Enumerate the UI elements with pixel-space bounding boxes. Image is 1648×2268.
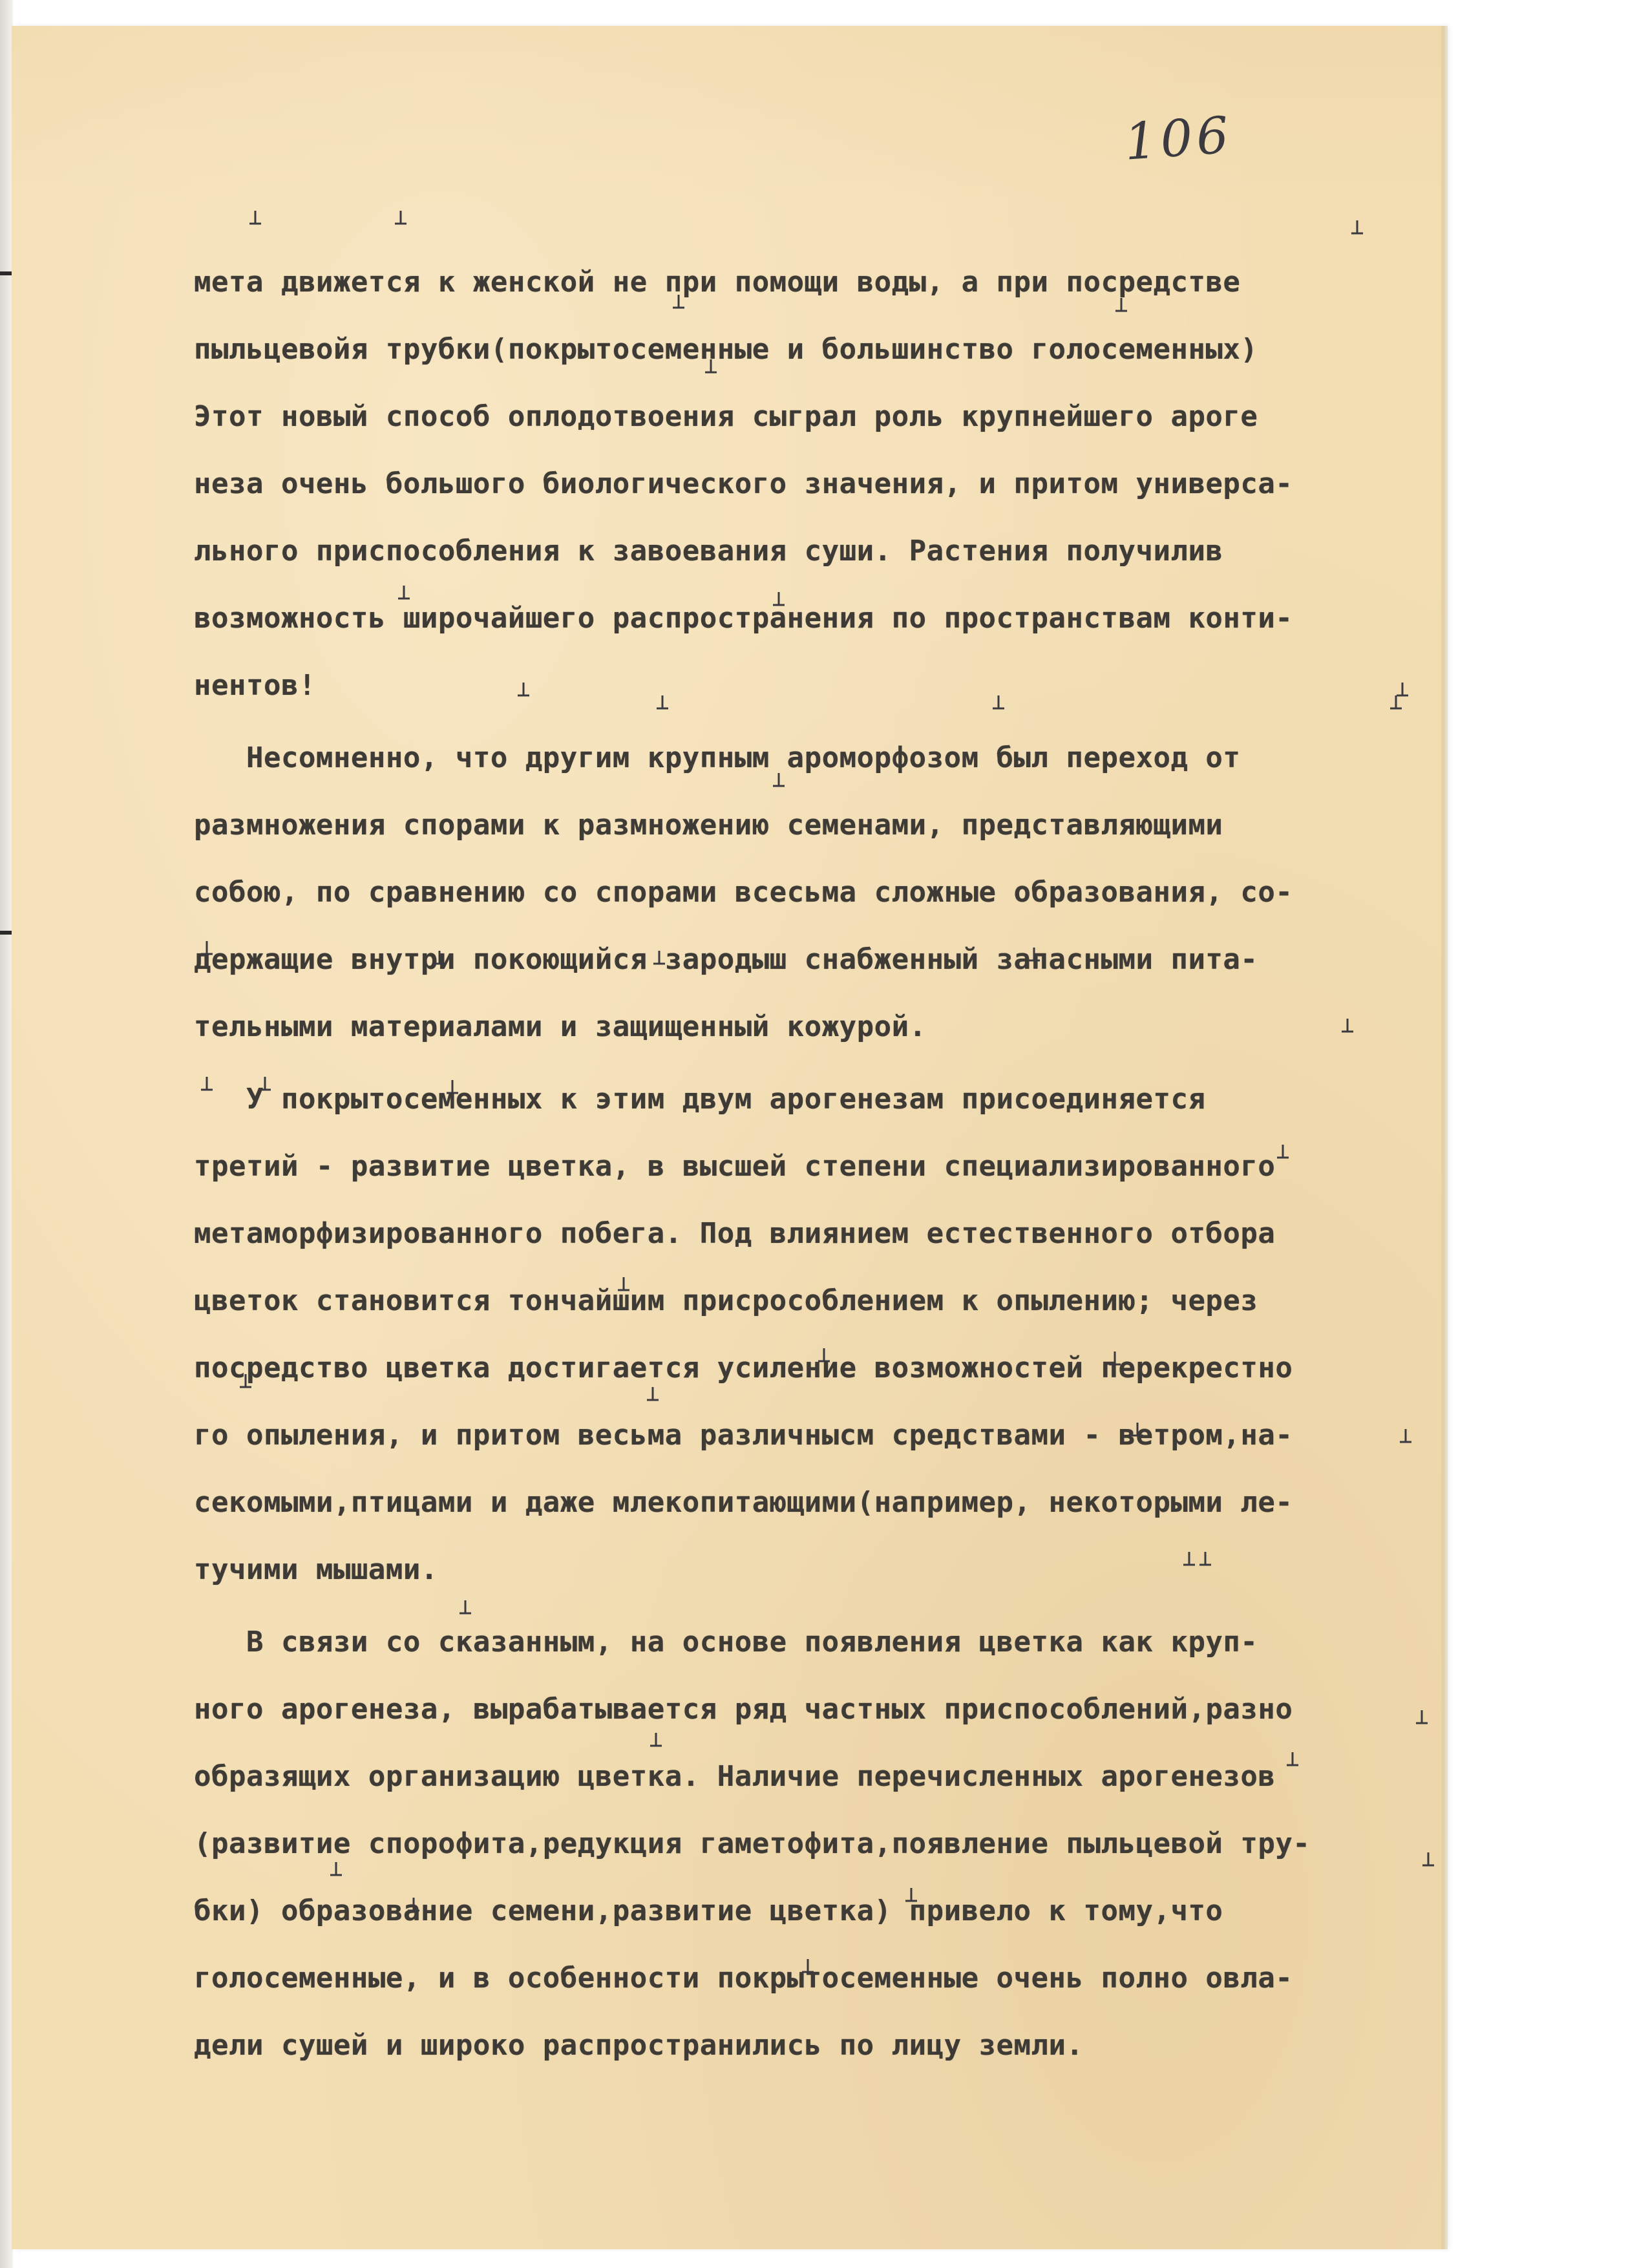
text-line: образящих организацию цветка. Наличие перечисленных арогенезов [194, 1760, 1276, 1793]
paragraph-gap [194, 719, 1448, 725]
text-line: (развитие спорофита,редукция гаметофита,появление пыльцевой тру- [194, 1827, 1311, 1860]
text-line: бки) образование семени,развитие цветка) привело к тому,что [194, 1894, 1223, 1927]
text-line: цветок становится тончайшим присрособлением к опылению; через [194, 1284, 1258, 1317]
text-line: метаморфизированного побега. Под влиянием естественного отбора [194, 1217, 1276, 1250]
text-line: возможность широчайшего распространения по пространствам конти- [194, 602, 1293, 635]
text-line: держащие внутри покоющийся зародыш снабженный запасными пита- [194, 943, 1258, 976]
text-line: льного приспособления к завоевания суши. Растения получилив [194, 535, 1223, 567]
text-line: тельными материалами и защищенный кожурой. [194, 1010, 927, 1043]
typewritten-text [194, 249, 1448, 2079]
page-number: 106 [1123, 106, 1234, 172]
text-line: посредство цветка достигается усиление возможностей перекрестно [194, 1351, 1293, 1384]
text-line: пыльцевойя трубки(покрытосеменные и большинство голосеменных) [194, 333, 1258, 366]
text-line: дели сушей и широко распространились по лицу земли. [194, 2029, 1084, 2062]
text-line: голосеменные, и в особенности покрытосеменные очень полно овла- [194, 1962, 1293, 1995]
text-line: тучими мышами. [194, 1553, 438, 1586]
text-line: го опыления, и притом весьма различнысм средствами - ветром,на- [194, 1419, 1293, 1452]
text-line: размножения спорами к размножению семенами, представляющими [194, 809, 1223, 842]
text-line: третий - развитие цветка, в высшей степени специализированного [194, 1150, 1276, 1183]
paragraph-gap [194, 1604, 1448, 1609]
text-line: Этот новый способ оплодотвоения сыграл роль крупнейшего ароге [194, 400, 1258, 433]
edge-mark [0, 271, 12, 275]
scanner-edge [0, 0, 13, 2268]
text-line: неза очень большого биологического значения, и притом универса- [194, 467, 1293, 500]
text-line: мета движется к женской не при помощи воды, а при посредстве [194, 266, 1241, 299]
text-line: секомыми,птицами и даже млекопитающими(например, некоторыми ле- [194, 1486, 1293, 1519]
text-line: В связи со сказанным, на основе появления цветка как круп- [194, 1626, 1258, 1659]
text-line: Несомненно, что другим крупным ароморфозом был переход от [194, 741, 1241, 774]
text-line: ного арогенеза, вырабатывается ряд частных приспособлений,разно [194, 1693, 1293, 1726]
paragraph-gap [194, 1061, 1448, 1066]
text-line: У покрытосеменных к этим двум арогенезам присоединяется [194, 1083, 1206, 1116]
text-line: нентов! [194, 669, 316, 702]
text-line: собою, по сравнению со спорами всесьма сложные образования, со- [194, 876, 1293, 909]
edge-mark [0, 931, 12, 935]
